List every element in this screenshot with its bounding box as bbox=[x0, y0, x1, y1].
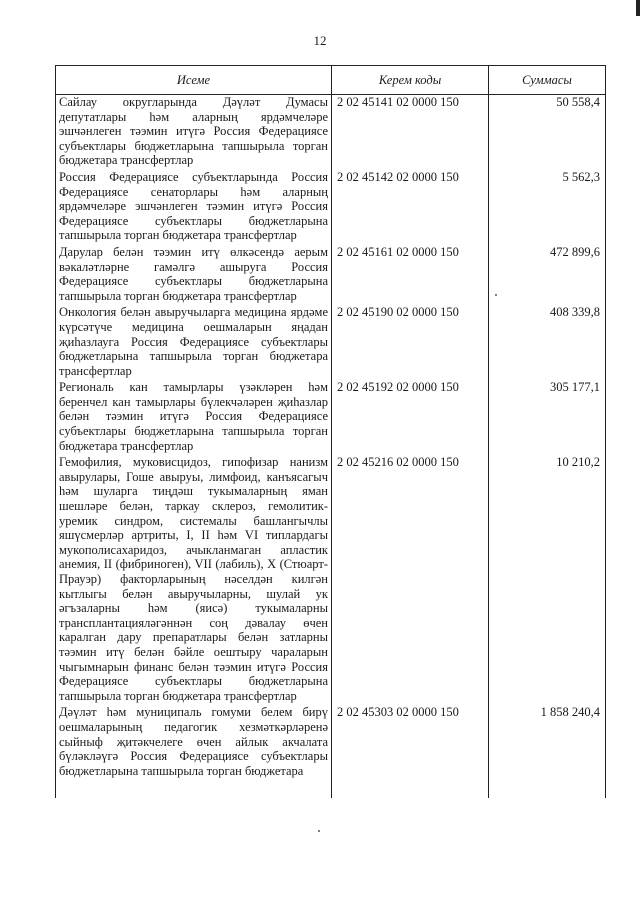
row-sum: 1 858 240,4 bbox=[489, 705, 606, 798]
header-code: Керем коды bbox=[332, 66, 489, 95]
row-sum: 472 899,6 bbox=[489, 245, 606, 305]
header-name: Исеме bbox=[56, 66, 332, 95]
table-row bbox=[56, 95, 606, 170]
row-sum: 305 177,1 bbox=[489, 380, 606, 455]
row-name: Гемофилия, муковисцидоз, гипофизар нанизм авырулары, Гоше авыруы, лимфоид, канъясагыч һәм шуларга тиңдәш тукымаларның яман шешләре белән, таркау склероз, гемолитик-уремик синдром, системалы башлангычлы яшүсмерләр артриты, I, II һәм VI типлардагы мукополисахаридоз, ачыкланмаган апластик анемия, II (фибриноген), VII (лабиль), X (Стюарт-Прауэр) факторларының нәселдән килгән кытлыгы белән авыручыларны, шулай ук әгъзаларны һәм (яисә) тукымаларны трансплантацияләгәннән соң дәвалау өчен каралган дару препаратлары белән затларны тәэмин итү белән бәйле оештыру чараларын чыгымнарын финанс белән тәэмин итүгә Россия Федерациясе субъектлары бюджетларына тапшырыла торган бюджетара трансфертлар bbox=[56, 455, 332, 705]
row-name: Россия Федерациясе субъектларында Россия Федерациясе сенаторлары һәм аларның ярдәмчеләре эшчәнлеген тәэмин итүгә Россия Федерациясе субъектлары бюджетларына тапшырыла торган бюджетара трансфертлар bbox=[56, 170, 332, 245]
row-code: 2 02 45161 02 0000 150 bbox=[332, 245, 489, 305]
table-row bbox=[56, 170, 606, 245]
table-header-row bbox=[56, 66, 606, 95]
table-row bbox=[56, 245, 606, 305]
table-row bbox=[56, 380, 606, 455]
row-name: Дәүләт һәм муниципаль гомуми белем бирү оешмаларының педагогик хезмәткәрләренә сыйныф җитәкчелеге өчен айлык акчалата бүләкләүгә Россия Федерациясе субъектлары бюджетларына тапшырыла торган бюджетара bbox=[56, 705, 332, 798]
header-sum: Суммасы bbox=[489, 66, 606, 95]
table-row bbox=[56, 305, 606, 380]
budget-transfers-table bbox=[55, 65, 606, 798]
table-row bbox=[56, 705, 606, 798]
row-code: 2 02 45303 02 0000 150 bbox=[332, 705, 489, 798]
row-sum: 50 558,4 bbox=[489, 95, 606, 170]
row-code: 2 02 45216 02 0000 150 bbox=[332, 455, 489, 705]
row-code: 2 02 45192 02 0000 150 bbox=[332, 380, 489, 455]
scan-speck bbox=[495, 294, 497, 296]
row-code: 2 02 45142 02 0000 150 bbox=[332, 170, 489, 245]
page-number: 12 bbox=[313, 33, 327, 48]
row-name: Сайлау округларында Дәүләт Думасы депутатлары һәм аларның ярдәмчеләре эшчәнлеген тәэмин итүгә Россия Федерациясе субъектлары бюджетларына тапшырыла торган бюджетара трансфертлар bbox=[56, 95, 332, 170]
row-sum: 408 339,8 bbox=[489, 305, 606, 380]
row-code: 2 02 45141 02 0000 150 bbox=[332, 95, 489, 170]
row-sum: 5 562,3 bbox=[489, 170, 606, 245]
scan-edge-mark bbox=[636, 0, 640, 16]
row-sum: 10 210,2 bbox=[489, 455, 606, 705]
scan-speck bbox=[318, 830, 320, 832]
table-row bbox=[56, 455, 606, 705]
row-name: Региональ кан тамырлары үзәкләрен һәм беренчел кан тамырлары бүлекчәләрен җиһазлар белән тәэмин итүгә Россия Федерациясе субъектлары бюджетларына тапшырыла торган бюджетара трансфертлар bbox=[56, 380, 332, 455]
row-code: 2 02 45190 02 0000 150 bbox=[332, 305, 489, 380]
row-name: Дарулар белән тәэмин итү өлкәсендә аерым вәкаләтләрне гамәлгә ашыруга Россия Федерациясе субъектлары бюджетларына тапшырыла торган бюджетара трансфертлар bbox=[56, 245, 332, 305]
row-name: Онкология белән авыручыларга медицина ярдәме күрсәтүче медицина оешмаларын яңадан җиһазлауга Россия Федерациясе субъектлары бюджетларына тапшырыла торган бюджетара трансфертлар bbox=[56, 305, 332, 380]
